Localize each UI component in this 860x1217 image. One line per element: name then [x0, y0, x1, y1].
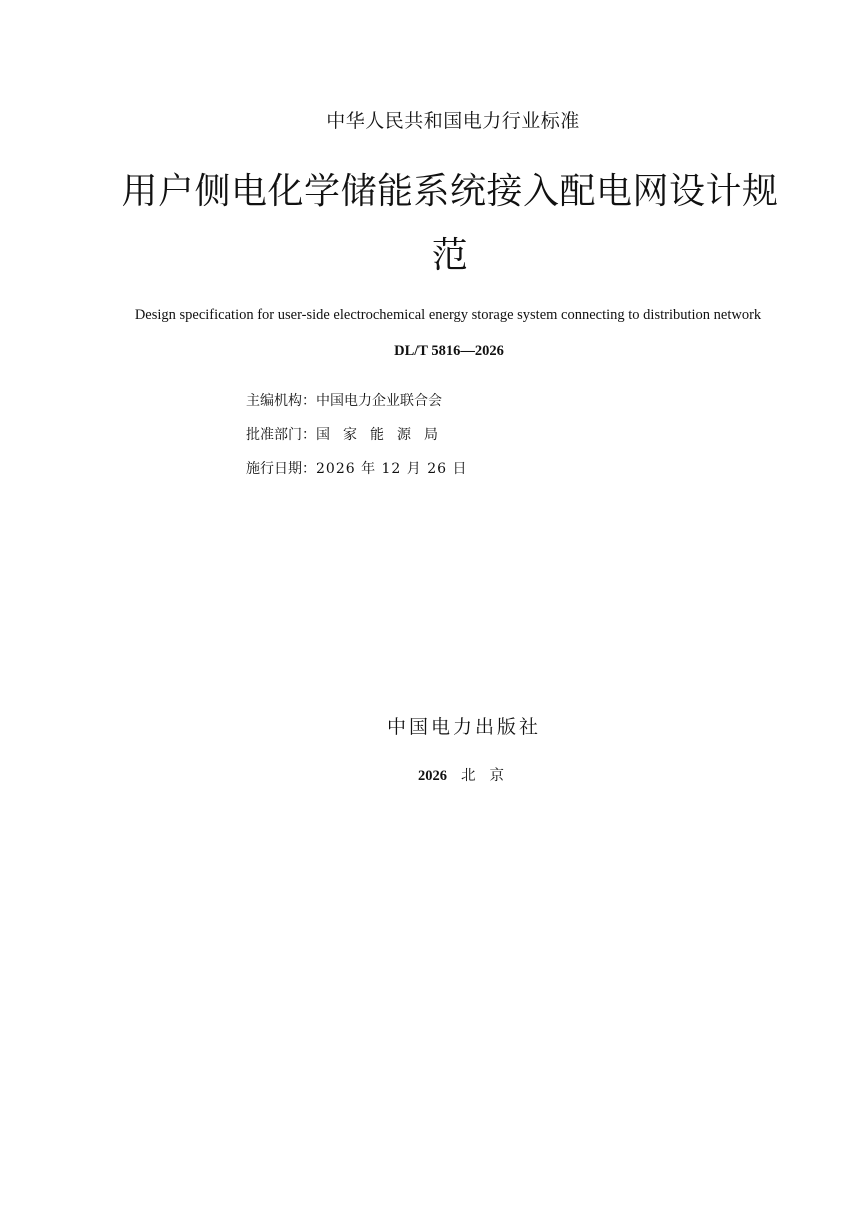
meta-block — [246, 384, 468, 486]
publication-year: 2026 — [418, 768, 447, 784]
publication-place-year — [418, 765, 518, 787]
editor-label: 主编机构： — [246, 393, 316, 409]
effective-date-value: 2026 年 12 月 26 日 — [316, 461, 468, 477]
document-title-line-2: 范 — [431, 235, 469, 276]
effective-date-row — [246, 452, 468, 486]
approver-label: 批准部门： — [246, 427, 316, 443]
editor-row — [246, 384, 468, 418]
editor-value: 中国电力企业联合会 — [316, 393, 442, 409]
document-title-line-1: 用户侧电化学储能系统接入配电网设计规 — [121, 171, 779, 212]
effective-date-label: 施行日期： — [246, 461, 316, 477]
publication-city: 北京 — [461, 768, 518, 784]
document-title — [100, 160, 800, 288]
publisher-name: 中国电力出版社 — [386, 716, 541, 738]
standard-category: 中华人民共和国电力行业标准 — [326, 110, 580, 132]
standard-number: DL/T 5816—2026 — [394, 343, 504, 359]
english-title: Design specification for user-side electrochemical energy storage system connecting to distribution network — [134, 307, 762, 323]
approver-value: 国家能源局 — [316, 427, 451, 443]
approver-row — [246, 418, 468, 452]
